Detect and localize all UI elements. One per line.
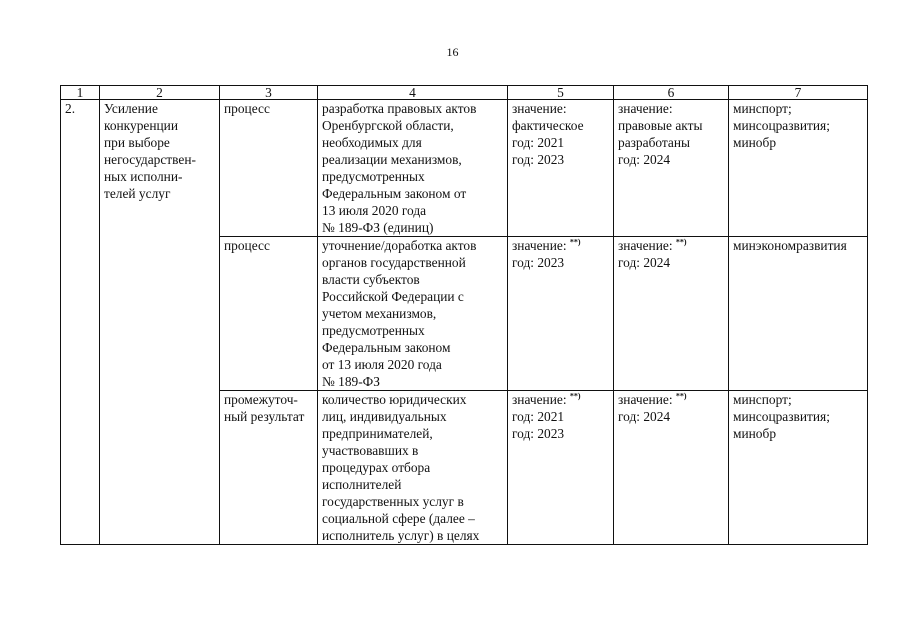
type-cell — [220, 391, 318, 545]
responsible-cell — [729, 237, 868, 391]
responsible-line: минспорт; — [733, 392, 792, 407]
footnote-mark: **) — [675, 391, 687, 401]
page-number: 16 — [446, 45, 459, 59]
description-line: лиц, индивидуальных — [322, 409, 447, 424]
description-line: социальной сфере (далее – — [322, 511, 475, 526]
target-value-line: год: 2024 — [618, 255, 671, 270]
header-cell: 4 — [318, 86, 508, 100]
description-cell — [318, 391, 508, 545]
footnote-mark: **) — [569, 237, 581, 247]
description-line: власти субъектов — [322, 272, 420, 287]
base-value-line: год: 2021 — [512, 135, 565, 150]
header-row — [61, 86, 868, 100]
description-cell — [318, 100, 508, 237]
value-label-text: значение: — [618, 238, 673, 253]
description-line: исполнитель услуг) в целях — [322, 528, 480, 543]
target-value-cell — [614, 100, 729, 237]
table-row — [61, 100, 868, 237]
description-line: Федеральным законом — [322, 340, 451, 355]
header-cell: 3 — [220, 86, 318, 100]
task-line: конкуренции — [104, 118, 179, 133]
description-line: необходимых для — [322, 135, 422, 150]
value-label-text: значение: — [618, 392, 673, 407]
base-value-line: год: 2023 — [512, 255, 565, 270]
responsible-cell — [729, 100, 868, 237]
value-label-text: значение: — [618, 101, 673, 116]
description-line: Оренбургской области, — [322, 118, 454, 133]
task-line: при выборе — [104, 135, 170, 150]
description-line: уточнение/доработка актов — [322, 238, 477, 253]
target-value-cell — [614, 237, 729, 391]
header-cell: 5 — [508, 86, 614, 100]
task-line: телей услуг — [104, 186, 171, 201]
description-line: количество юридических — [322, 392, 467, 407]
description-line: процедурах отбора — [322, 460, 431, 475]
description-line: участвовавших в — [322, 443, 419, 458]
target-value-line: правовые акты — [618, 118, 703, 133]
type-line: ный результат — [224, 409, 305, 424]
task-line: Усиление — [104, 101, 158, 116]
footnote-mark: **) — [675, 237, 687, 247]
value-label — [618, 237, 724, 254]
value-label — [618, 391, 724, 408]
task-cell — [100, 100, 220, 545]
responsible-line: минэкономразвития — [733, 238, 847, 253]
base-value-line: год: 2023 — [512, 426, 565, 441]
description-line: 13 июля 2020 года — [322, 203, 427, 218]
header-cell: 2 — [100, 86, 220, 100]
target-value-line: год: 2024 — [618, 409, 671, 424]
header-cell: 7 — [729, 86, 868, 100]
responsible-line: минобр — [733, 135, 777, 150]
description-line: разработка правовых актов — [322, 101, 477, 116]
description-line: от 13 июля 2020 года — [322, 357, 442, 372]
value-label-text: значение: — [512, 392, 567, 407]
value-label — [512, 237, 609, 254]
base-value-line: год: 2021 — [512, 409, 565, 424]
task-line: ных исполни- — [104, 169, 183, 184]
description-line: государственных услуг в — [322, 494, 464, 509]
responsible-line: минобр — [733, 426, 777, 441]
value-label — [512, 391, 609, 408]
description-line: № 189-ФЗ (единиц) — [322, 220, 434, 235]
value-label-text: значение: — [512, 238, 567, 253]
description-cell — [318, 237, 508, 391]
type-cell — [220, 100, 318, 237]
description-line: Федеральным законом от — [322, 186, 467, 201]
responsible-cell — [729, 391, 868, 545]
target-value-line: год: 2024 — [618, 152, 671, 167]
value-label-text: значение: — [512, 101, 567, 116]
responsible-line: минспорт; — [733, 101, 792, 116]
description-line: органов государственной — [322, 255, 466, 270]
target-value-cell — [614, 391, 729, 545]
base-value-cell — [508, 237, 614, 391]
description-line: предпринимателей, — [322, 426, 433, 441]
value-label — [512, 100, 609, 117]
task-line: негосударствен- — [104, 152, 196, 167]
type-cell — [220, 237, 318, 391]
description-line: предусмотренных — [322, 169, 425, 184]
footnote-mark: **) — [569, 391, 581, 401]
description-line: предусмотренных — [322, 323, 425, 338]
type-line: промежуточ- — [224, 392, 298, 407]
description-line: исполнителей — [322, 477, 402, 492]
target-value-line: разработаны — [618, 135, 691, 150]
base-value-line: фактическое — [512, 118, 584, 133]
description-line: Российской Федерации с — [322, 289, 464, 304]
row-number-cell — [61, 100, 100, 545]
row-number: 2. — [65, 101, 76, 116]
header-cell: 1 — [61, 86, 100, 100]
indicators-table — [60, 85, 868, 545]
header-cell: 6 — [614, 86, 729, 100]
responsible-line: минсоцразвития; — [733, 409, 830, 424]
description-line: № 189-ФЗ — [322, 374, 380, 389]
value-label — [618, 100, 724, 117]
base-value-cell — [508, 100, 614, 237]
description-line: реализации механизмов, — [322, 152, 462, 167]
type-line: процесс — [224, 101, 270, 116]
type-line: процесс — [224, 238, 270, 253]
base-value-cell — [508, 391, 614, 545]
base-value-line: год: 2023 — [512, 152, 565, 167]
responsible-line: минсоцразвития; — [733, 118, 830, 133]
description-line: учетом механизмов, — [322, 306, 437, 321]
